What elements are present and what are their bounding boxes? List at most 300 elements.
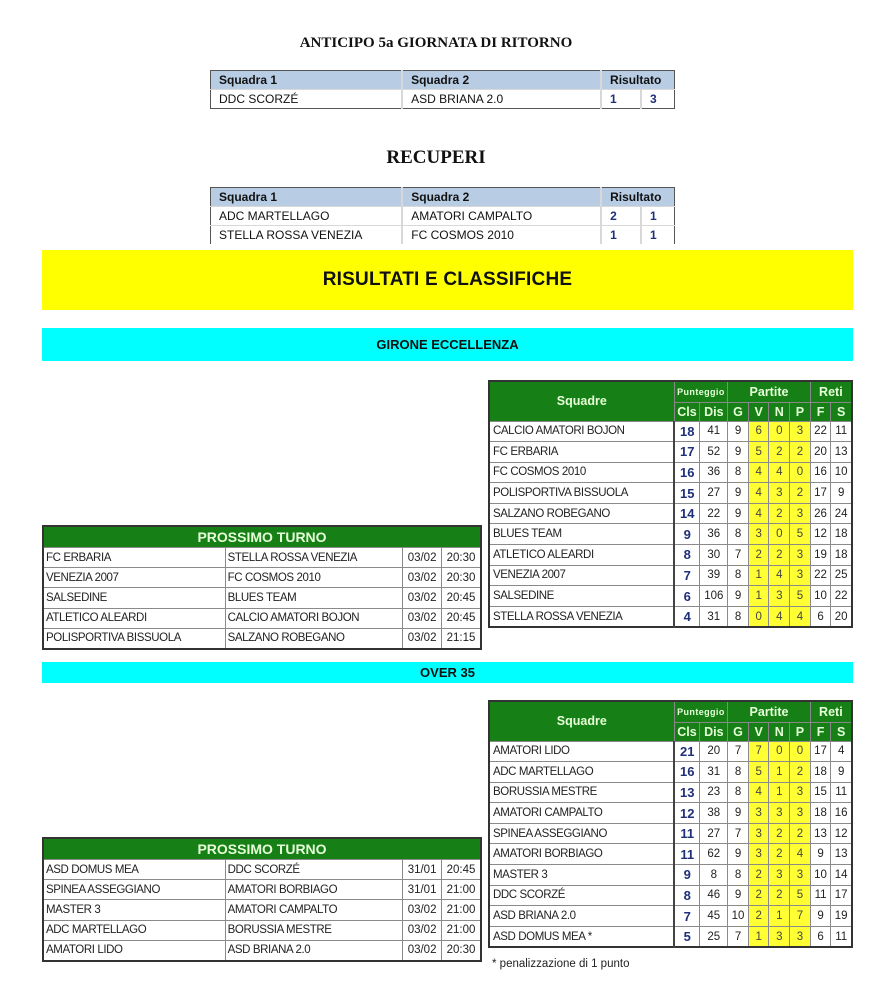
team-name: AMATORI LIDO xyxy=(489,741,674,762)
next-round-table-over35 xyxy=(42,837,482,962)
standings-row xyxy=(489,503,852,524)
team-1: ADC MARTELLAGO xyxy=(211,207,403,226)
home-team: SPINEA ASSEGGIANO xyxy=(43,880,225,900)
header-cls: Cls xyxy=(674,722,700,741)
standings-row xyxy=(489,803,852,824)
draws: 0 xyxy=(769,421,790,442)
header-partite: Partite xyxy=(728,701,811,722)
losses: 0 xyxy=(790,741,811,762)
games-played: 9 xyxy=(728,442,749,463)
losses: 4 xyxy=(790,844,811,865)
team-name: ATLETICO ALEARDI xyxy=(489,545,674,566)
score-1: 1 xyxy=(601,226,641,245)
goals-against: 9 xyxy=(831,762,852,783)
standings-row xyxy=(489,483,852,504)
standings-row xyxy=(489,762,852,783)
match-date: 03/02 xyxy=(403,548,442,568)
draws: 3 xyxy=(769,586,790,607)
goals-against: 18 xyxy=(831,545,852,566)
header-partite: Partite xyxy=(728,381,811,402)
games-played: 7 xyxy=(728,545,749,566)
home-team: MASTER 3 xyxy=(43,900,225,920)
goals-against: 11 xyxy=(831,926,852,947)
points-dis: 27 xyxy=(700,823,728,844)
goals-against: 13 xyxy=(831,442,852,463)
points-dis: 23 xyxy=(700,782,728,803)
draws: 2 xyxy=(769,823,790,844)
games-played: 8 xyxy=(728,462,749,483)
points-cls: 7 xyxy=(674,906,700,927)
team-name: FC ERBARIA xyxy=(489,442,674,463)
goals-against: 22 xyxy=(831,586,852,607)
draws: 2 xyxy=(769,885,790,906)
losses: 3 xyxy=(790,803,811,824)
games-played: 8 xyxy=(728,606,749,627)
wins: 7 xyxy=(748,741,769,762)
goals-against: 4 xyxy=(831,741,852,762)
losses: 3 xyxy=(790,503,811,524)
goals-against: 11 xyxy=(831,782,852,803)
team-name: SPINEA ASSEGGIANO xyxy=(489,823,674,844)
wins: 3 xyxy=(748,803,769,824)
away-team: STELLA ROSSA VENEZIA xyxy=(225,548,402,568)
games-played: 9 xyxy=(728,803,749,824)
header-squadre: Squadre xyxy=(489,701,674,741)
anticipo-header-row xyxy=(211,71,675,90)
match-row xyxy=(43,588,481,608)
goals-for: 22 xyxy=(810,565,831,586)
goals-against: 9 xyxy=(831,483,852,504)
match-date: 03/02 xyxy=(403,900,442,920)
points-dis: 31 xyxy=(700,606,728,627)
match-time: 20:30 xyxy=(442,940,481,961)
losses: 3 xyxy=(790,421,811,442)
header-g: G xyxy=(728,722,749,741)
recuperi-title: RECUPERI xyxy=(386,147,486,168)
standings-table-over35 xyxy=(488,700,853,948)
standings-row xyxy=(489,421,852,442)
standings-row xyxy=(489,565,852,586)
points-cls: 8 xyxy=(674,885,700,906)
wins: 0 xyxy=(748,606,769,627)
standings-row xyxy=(489,865,852,886)
team-name: ADC MARTELLAGO xyxy=(489,762,674,783)
home-team: AMATORI LIDO xyxy=(43,940,225,961)
draws: 2 xyxy=(769,545,790,566)
header-risultato: Risultato xyxy=(601,188,674,207)
goals-for: 15 xyxy=(810,782,831,803)
match-time: 20:45 xyxy=(442,588,481,608)
wins: 1 xyxy=(748,565,769,586)
header-dis: Dis xyxy=(700,402,728,421)
match-date: 31/01 xyxy=(403,880,442,900)
home-team: VENEZIA 2007 xyxy=(43,568,225,588)
anticipo-table xyxy=(210,70,675,109)
header-squadra-1: Squadra 1 xyxy=(211,188,403,207)
draws: 3 xyxy=(769,483,790,504)
points-cls: 16 xyxy=(674,762,700,783)
score-2: 1 xyxy=(641,226,674,245)
losses: 5 xyxy=(790,586,811,607)
home-team: ADC MARTELLAGO xyxy=(43,920,225,940)
games-played: 8 xyxy=(728,782,749,803)
goals-against: 14 xyxy=(831,865,852,886)
header-punteggio: Punteggio xyxy=(674,701,728,722)
losses: 2 xyxy=(790,762,811,783)
games-played: 7 xyxy=(728,926,749,947)
header-f: F xyxy=(810,402,831,421)
losses: 3 xyxy=(790,926,811,947)
match-row xyxy=(43,628,481,649)
games-played: 8 xyxy=(728,565,749,586)
points-dis: 39 xyxy=(700,565,728,586)
penalty-footnote: * penalizzazione di 1 punto xyxy=(492,958,630,970)
wins: 4 xyxy=(748,483,769,504)
header-risultato: Risultato xyxy=(601,71,674,90)
draws: 3 xyxy=(769,865,790,886)
home-team: POLISPORTIVA BISSUOLA xyxy=(43,628,225,649)
draws: 0 xyxy=(769,524,790,545)
away-team: SALZANO ROBEGANO xyxy=(225,628,402,649)
header-cls: Cls xyxy=(674,402,700,421)
wins: 2 xyxy=(748,545,769,566)
points-dis: 36 xyxy=(700,462,728,483)
score-1: 1 xyxy=(601,90,641,109)
games-played: 7 xyxy=(728,823,749,844)
match-row xyxy=(43,608,481,628)
games-played: 9 xyxy=(728,503,749,524)
table-row xyxy=(211,90,675,109)
games-played: 7 xyxy=(728,741,749,762)
games-played: 9 xyxy=(728,483,749,504)
header-v: V xyxy=(748,402,769,421)
score-2: 3 xyxy=(641,90,675,109)
away-team: AMATORI BORBIAGO xyxy=(225,880,402,900)
losses: 7 xyxy=(790,906,811,927)
wins: 3 xyxy=(748,844,769,865)
goals-for: 17 xyxy=(810,483,831,504)
points-cls: 11 xyxy=(674,823,700,844)
goals-for: 9 xyxy=(810,906,831,927)
standings-row xyxy=(489,524,852,545)
home-team: ATLETICO ALEARDI xyxy=(43,608,225,628)
points-cls: 4 xyxy=(674,606,700,627)
match-date: 03/02 xyxy=(403,940,442,961)
losses: 3 xyxy=(790,782,811,803)
points-dis: 27 xyxy=(700,483,728,504)
draws: 2 xyxy=(769,442,790,463)
points-dis: 106 xyxy=(700,586,728,607)
away-team: CALCIO AMATORI BOJON xyxy=(225,608,402,628)
losses: 2 xyxy=(790,442,811,463)
match-date: 03/02 xyxy=(403,628,442,649)
points-cls: 21 xyxy=(674,741,700,762)
match-row xyxy=(43,920,481,940)
header-dis: Dis xyxy=(700,722,728,741)
match-date: 03/02 xyxy=(403,588,442,608)
goals-for: 11 xyxy=(810,885,831,906)
standings-row xyxy=(489,844,852,865)
match-time: 21:00 xyxy=(442,880,481,900)
recuperi-header-row xyxy=(211,188,675,207)
points-cls: 18 xyxy=(674,421,700,442)
group-title-over35: OVER 35 xyxy=(42,662,853,683)
losses: 0 xyxy=(790,462,811,483)
draws: 1 xyxy=(769,782,790,803)
wins: 1 xyxy=(748,926,769,947)
team-name: POLISPORTIVA BISSUOLA xyxy=(489,483,674,504)
header-punteggio: Punteggio xyxy=(674,381,728,402)
points-dis: 8 xyxy=(700,865,728,886)
standings-row xyxy=(489,782,852,803)
header-n: N xyxy=(769,402,790,421)
score-2: 1 xyxy=(641,207,674,226)
losses: 3 xyxy=(790,865,811,886)
match-time: 20:30 xyxy=(442,568,481,588)
draws: 3 xyxy=(769,926,790,947)
away-team: ASD BRIANA 2.0 xyxy=(225,940,402,961)
team-name: ASD DOMUS MEA * xyxy=(489,926,674,947)
header-squadra-2: Squadra 2 xyxy=(402,188,601,207)
wins: 4 xyxy=(748,782,769,803)
draws: 4 xyxy=(769,462,790,483)
losses: 5 xyxy=(790,885,811,906)
goals-against: 24 xyxy=(831,503,852,524)
draws: 3 xyxy=(769,803,790,824)
home-team: SALSEDINE xyxy=(43,588,225,608)
points-dis: 20 xyxy=(700,741,728,762)
header-squadre: Squadre xyxy=(489,381,674,421)
away-team: DDC SCORZÉ xyxy=(225,860,402,880)
standings-row xyxy=(489,741,852,762)
header-v: V xyxy=(748,722,769,741)
points-cls: 6 xyxy=(674,586,700,607)
goals-for: 6 xyxy=(810,926,831,947)
points-cls: 17 xyxy=(674,442,700,463)
team-name: SALZANO ROBEGANO xyxy=(489,503,674,524)
match-time: 20:45 xyxy=(442,860,481,880)
points-dis: 22 xyxy=(700,503,728,524)
team-name: AMATORI CAMPALTO xyxy=(489,803,674,824)
goals-against: 10 xyxy=(831,462,852,483)
points-dis: 52 xyxy=(700,442,728,463)
points-cls: 7 xyxy=(674,565,700,586)
wins: 1 xyxy=(748,586,769,607)
match-time: 21:00 xyxy=(442,900,481,920)
losses: 5 xyxy=(790,524,811,545)
team-1: DDC SCORZÉ xyxy=(211,90,403,109)
goals-for: 20 xyxy=(810,442,831,463)
team-name: SALSEDINE xyxy=(489,586,674,607)
goals-against: 11 xyxy=(831,421,852,442)
goals-against: 16 xyxy=(831,803,852,824)
match-row xyxy=(43,940,481,961)
goals-for: 12 xyxy=(810,524,831,545)
games-played: 9 xyxy=(728,586,749,607)
next-round-table-eccellenza xyxy=(42,525,482,650)
match-time: 20:30 xyxy=(442,548,481,568)
goals-for: 10 xyxy=(810,586,831,607)
losses: 3 xyxy=(790,565,811,586)
match-date: 03/02 xyxy=(403,920,442,940)
match-date: 31/01 xyxy=(403,860,442,880)
away-team: AMATORI CAMPALTO xyxy=(225,900,402,920)
results-banner: RISULTATI E CLASSIFICHE xyxy=(42,250,853,310)
next-round-title: PROSSIMO TURNO xyxy=(43,838,481,860)
points-dis: 46 xyxy=(700,885,728,906)
draws: 0 xyxy=(769,741,790,762)
standings-row xyxy=(489,545,852,566)
goals-for: 16 xyxy=(810,462,831,483)
goals-for: 19 xyxy=(810,545,831,566)
goals-against: 18 xyxy=(831,524,852,545)
match-time: 20:45 xyxy=(442,608,481,628)
points-cls: 9 xyxy=(674,865,700,886)
standings-row xyxy=(489,926,852,947)
goals-against: 12 xyxy=(831,823,852,844)
team-name: ASD BRIANA 2.0 xyxy=(489,906,674,927)
points-cls: 9 xyxy=(674,524,700,545)
wins: 2 xyxy=(748,885,769,906)
goals-for: 10 xyxy=(810,865,831,886)
draws: 2 xyxy=(769,844,790,865)
games-played: 8 xyxy=(728,762,749,783)
standings-row xyxy=(489,885,852,906)
points-dis: 31 xyxy=(700,762,728,783)
match-row xyxy=(43,568,481,588)
goals-for: 22 xyxy=(810,421,831,442)
points-cls: 11 xyxy=(674,844,700,865)
points-cls: 15 xyxy=(674,483,700,504)
standings-row xyxy=(489,906,852,927)
goals-for: 17 xyxy=(810,741,831,762)
points-cls: 13 xyxy=(674,782,700,803)
match-time: 21:15 xyxy=(442,628,481,649)
wins: 5 xyxy=(748,442,769,463)
table-row xyxy=(211,207,675,226)
points-cls: 16 xyxy=(674,462,700,483)
wins: 2 xyxy=(748,865,769,886)
match-date: 03/02 xyxy=(403,568,442,588)
header-s: S xyxy=(831,722,852,741)
team-name: DDC SCORZÉ xyxy=(489,885,674,906)
team-1: STELLA ROSSA VENEZIA xyxy=(211,226,403,245)
team-2: FC COSMOS 2010 xyxy=(402,226,601,245)
header-squadra-1: Squadra 1 xyxy=(211,71,403,90)
goals-for: 13 xyxy=(810,823,831,844)
goals-against: 20 xyxy=(831,606,852,627)
match-row xyxy=(43,548,481,568)
wins: 3 xyxy=(748,823,769,844)
team-2: AMATORI CAMPALTO xyxy=(402,207,601,226)
team-name: BLUES TEAM xyxy=(489,524,674,545)
score-1: 2 xyxy=(601,207,641,226)
goals-against: 25 xyxy=(831,565,852,586)
losses: 2 xyxy=(790,823,811,844)
team-name: MASTER 3 xyxy=(489,865,674,886)
wins: 4 xyxy=(748,462,769,483)
points-dis: 62 xyxy=(700,844,728,865)
header-n: N xyxy=(769,722,790,741)
team-name: VENEZIA 2007 xyxy=(489,565,674,586)
losses: 3 xyxy=(790,545,811,566)
draws: 1 xyxy=(769,906,790,927)
header-f: F xyxy=(810,722,831,741)
standings-row xyxy=(489,442,852,463)
goals-for: 6 xyxy=(810,606,831,627)
standings-table-eccellenza xyxy=(488,380,853,628)
home-team: FC ERBARIA xyxy=(43,548,225,568)
draws: 2 xyxy=(769,503,790,524)
header-s: S xyxy=(831,402,852,421)
standings-row xyxy=(489,606,852,627)
games-played: 9 xyxy=(728,421,749,442)
goals-for: 9 xyxy=(810,844,831,865)
team-name: FC COSMOS 2010 xyxy=(489,462,674,483)
points-dis: 25 xyxy=(700,926,728,947)
points-cls: 8 xyxy=(674,545,700,566)
anticipo-title: ANTICIPO 5a GIORNATA DI RITORNO xyxy=(299,35,573,51)
draws: 4 xyxy=(769,606,790,627)
wins: 6 xyxy=(748,421,769,442)
draws: 1 xyxy=(769,762,790,783)
home-team: ASD DOMUS MEA xyxy=(43,860,225,880)
match-date: 03/02 xyxy=(403,608,442,628)
header-p: P xyxy=(790,722,811,741)
points-cls: 14 xyxy=(674,503,700,524)
match-row xyxy=(43,860,481,880)
away-team: BORUSSIA MESTRE xyxy=(225,920,402,940)
team-name: AMATORI BORBIAGO xyxy=(489,844,674,865)
wins: 3 xyxy=(748,524,769,545)
team-2: ASD BRIANA 2.0 xyxy=(402,90,601,109)
match-time: 21:00 xyxy=(442,920,481,940)
goals-against: 13 xyxy=(831,844,852,865)
standings-row xyxy=(489,462,852,483)
table-row xyxy=(211,226,675,245)
games-played: 10 xyxy=(728,906,749,927)
away-team: BLUES TEAM xyxy=(225,588,402,608)
next-round-title: PROSSIMO TURNO xyxy=(43,526,481,548)
points-dis: 30 xyxy=(700,545,728,566)
wins: 5 xyxy=(748,762,769,783)
header-g: G xyxy=(728,402,749,421)
recuperi-table xyxy=(210,187,675,244)
goals-against: 19 xyxy=(831,906,852,927)
wins: 2 xyxy=(748,906,769,927)
wins: 4 xyxy=(748,503,769,524)
header-p: P xyxy=(790,402,811,421)
losses: 2 xyxy=(790,483,811,504)
points-dis: 38 xyxy=(700,803,728,824)
points-dis: 41 xyxy=(700,421,728,442)
goals-for: 18 xyxy=(810,762,831,783)
group-title-eccellenza: GIRONE ECCELLENZA xyxy=(42,328,853,361)
points-cls: 12 xyxy=(674,803,700,824)
header-squadra-2: Squadra 2 xyxy=(402,71,601,90)
away-team: FC COSMOS 2010 xyxy=(225,568,402,588)
games-played: 8 xyxy=(728,524,749,545)
goals-for: 18 xyxy=(810,803,831,824)
team-name: BORUSSIA MESTRE xyxy=(489,782,674,803)
goals-for: 26 xyxy=(810,503,831,524)
team-name: CALCIO AMATORI BOJON xyxy=(489,421,674,442)
team-name: STELLA ROSSA VENEZIA xyxy=(489,606,674,627)
points-cls: 5 xyxy=(674,926,700,947)
standings-row xyxy=(489,823,852,844)
points-dis: 45 xyxy=(700,906,728,927)
goals-against: 17 xyxy=(831,885,852,906)
